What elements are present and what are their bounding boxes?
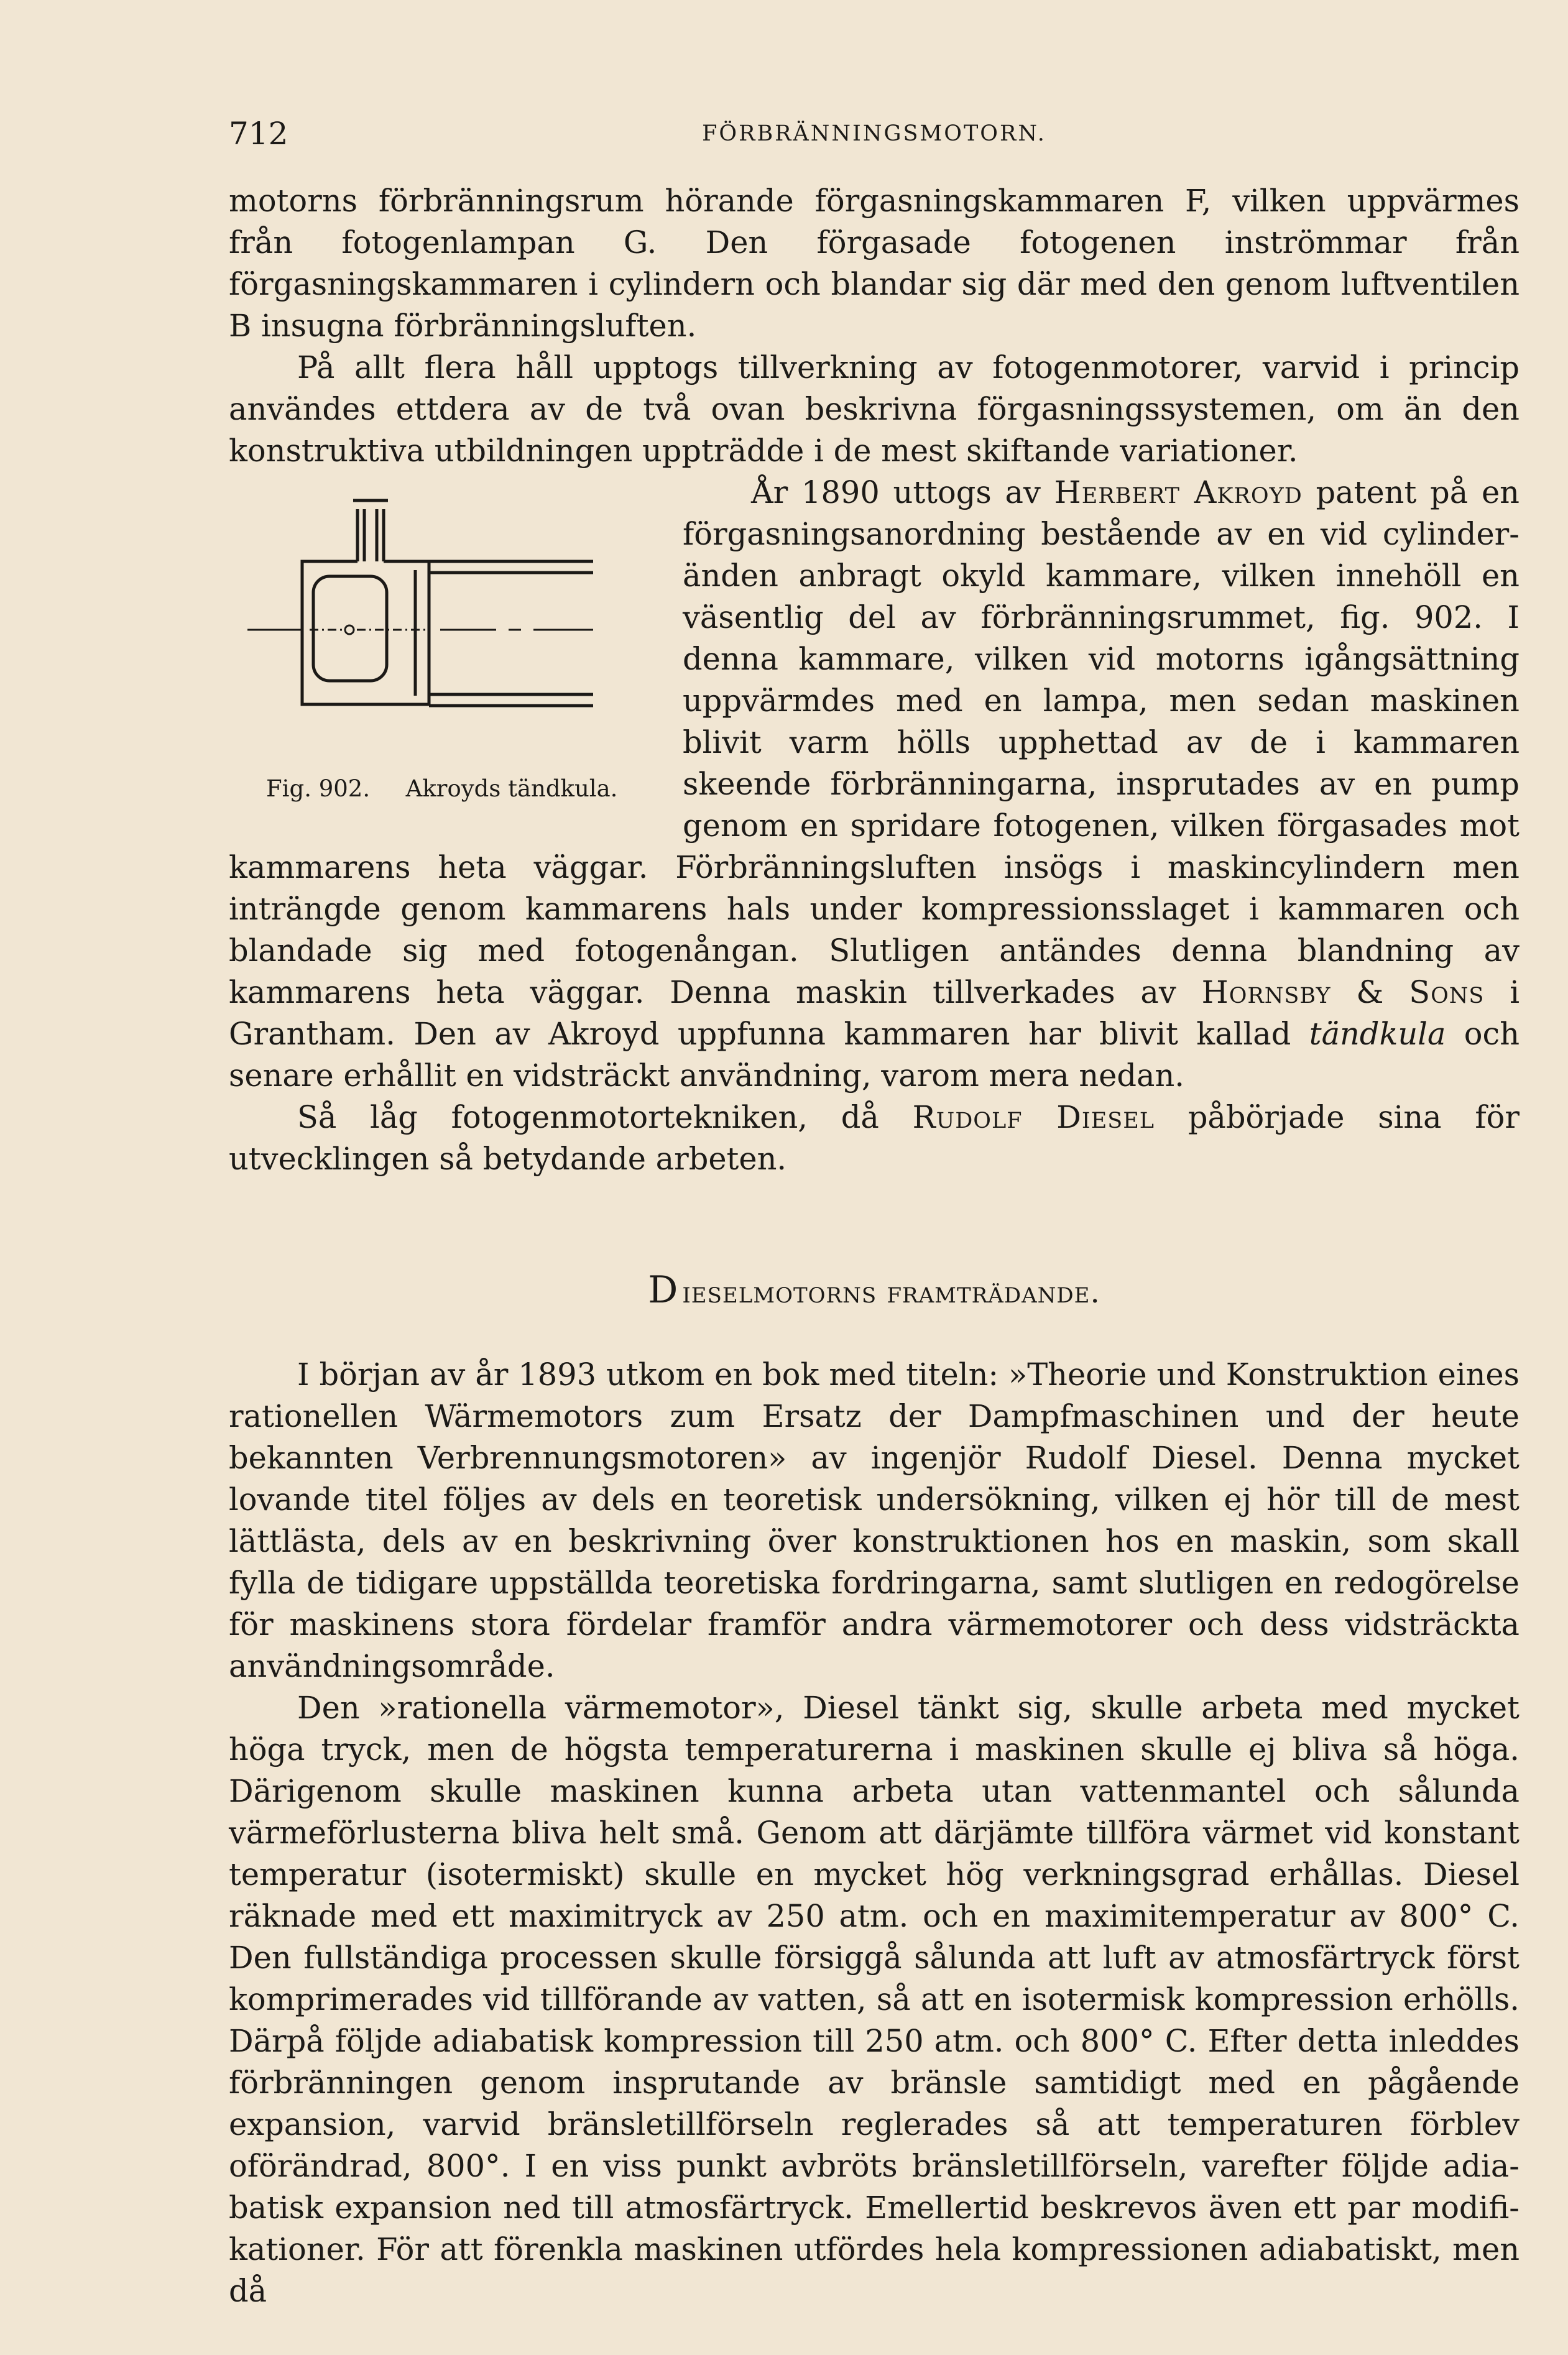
company-name-hornsby: Hornsby xyxy=(1201,974,1331,1010)
paragraph-6: Den »rationella värmemotor», Diesel tänkt sig, skulle arbeta med mycket höga tryck, men de högsta temperaturerna i maskinen skulle ej bliva så höga. Därigenom skulle maskinen kunna arbeta utan vattenmantel och sålunda värmeförlusterna bliva helt små. Genom att därjämte tillföra värmet vid konstant temperatur (isotermiskt) skulle en mycket hög verkningsgrad erhållas. Diesel räknade med ett maximitryck av 250 atm. och en maximitemperatur av 800° C. Den fullständiga processen skulle försiggå sålunda att luft av atmosfärtryck först komprimerades vid tillförande av vatten, så att en isotermisk kompression erhölls. Därpå följde adiabatisk kompression till 250 atm. och 800° C. Efter detta inleddes förbränningen genom insprutande av bränsle samtidigt med en pågående expansion, varvid bränsletillförseln reglerades så att temperaturen förblev oförändrad, 800°. I en viss punkt avbröts bränsletillförseln, varefter följde adiabatisk expansion ned till atmosfärtryck. Emellertid beskrevos även ett par modifikationer. För att förenkla maskinen utfördes hela kompressionen adiabatiskt, men då xyxy=(229,1690,1520,2309)
figure-title: Akroyds tändkula. xyxy=(405,775,618,802)
figure-label: Fig. 902. xyxy=(266,775,371,802)
figure-caption xyxy=(266,768,617,809)
diagram-bulb-chamber xyxy=(313,576,387,681)
section-heading-rest: ieselmotorns framträdande. xyxy=(682,1275,1100,1310)
figure-902 xyxy=(229,477,645,819)
paragraph-1: motorns förbränningsrum hörande förgasningskammaren F, vilken uppvärmes från fotogenlampan G. Den förgasade fotogenen inströmmar från förgasningskammaren i cylindern och blandar sig där med den genom luftventilen B insugna förbränningsluften. xyxy=(229,183,1520,344)
paragraph-3-part-b: patent på en förgasningsanordning bestående av en vid cylinderänden anbragt okyld kammare, vilken innehöll en väsentlig del av förbränningsrummet, fig. 902. I denna kammare, vilken vid motorns igångsättning uppvärmdes med en lampa, men sedan maskinen blivit varm hölls upphettad av de i kammaren skeende förbränningarna, insprutades av en pump genom en spridare fotogenen, vilken förgasades mot kammarens heta väggar. Förbränningsluften insögs i maskincylindern men inträngde genom kammarens hals under kompressionsslaget i kammaren och blandade sig med fotogenångan. Slutligen antändes denna blandning av kammarens heta väggar. Denna maskin tillverkades av xyxy=(229,474,1520,1010)
paragraph-3-part-a: År 1890 uttogs av xyxy=(751,474,1041,510)
section-heading-initial: D xyxy=(648,1268,683,1312)
diagram-outer-body xyxy=(302,561,429,704)
person-name-akroyd: Herbert Akroyd xyxy=(1054,474,1303,510)
company-name-sons: Sons xyxy=(1409,974,1485,1010)
section-heading xyxy=(229,1268,1520,1314)
ampersand: & xyxy=(1356,974,1384,1010)
paragraph-2: På allt flera håll upptogs tillverkning av fotogenmotorer, varvid i princip användes ettdera av de två ovan beskrivna förgasningssystemen, om än den konstruktiva utbildningen uppträdde i de mest skiftande variationer. xyxy=(229,349,1520,469)
person-name-diesel: Rudolf Diesel xyxy=(912,1099,1155,1135)
paragraph-3-part-c: i Grantham. Den av Akroyd uppfunna kammaren har blivit kallad xyxy=(229,974,1520,1052)
paragraph-3-part-d: och senare erhållit en vidsträckt användning, varom mera nedan. xyxy=(229,1016,1520,1094)
paragraph-4 xyxy=(229,1097,1520,1180)
body-text xyxy=(229,180,1520,2312)
akroyd-hot-bulb-diagram xyxy=(229,477,645,763)
running-title: FÖRBRÄNNINGSMOTORN. xyxy=(702,121,1046,146)
running-head xyxy=(229,112,1520,155)
term-tandkula: tändkula xyxy=(1309,1016,1446,1052)
page-number: 712 xyxy=(229,116,288,152)
paragraph-4-part-b: påbörjade sina för utvecklingen så betydande arbeten. xyxy=(229,1099,1520,1177)
paragraph-4-part-a: Så låg fotogenmotortekniken, då xyxy=(297,1099,879,1135)
paragraph-5: I början av år 1893 utkom en bok med titeln: »Theorie und Konstruktion eines rationellen Wärmemotors zum Ersatz der Dampfmaschinen und der heute bekannten Verbrennungsmotoren» av ingenjör Rudolf Diesel. Denna mycket lovande titel följes av dels en teoretisk undersökning, vilken ej hör till de mest lättlästa, dels av en beskrivning över konstruktionen hos en maskin, som skall fylla de tidigare uppställda teoretiska fordringarna, samt slutligen en redogörelse för maskinens stora fördelar framför andra värmemotorer och dess vidsträckta användningsområde. xyxy=(229,1357,1520,1684)
diagram-center-marker xyxy=(345,625,354,634)
